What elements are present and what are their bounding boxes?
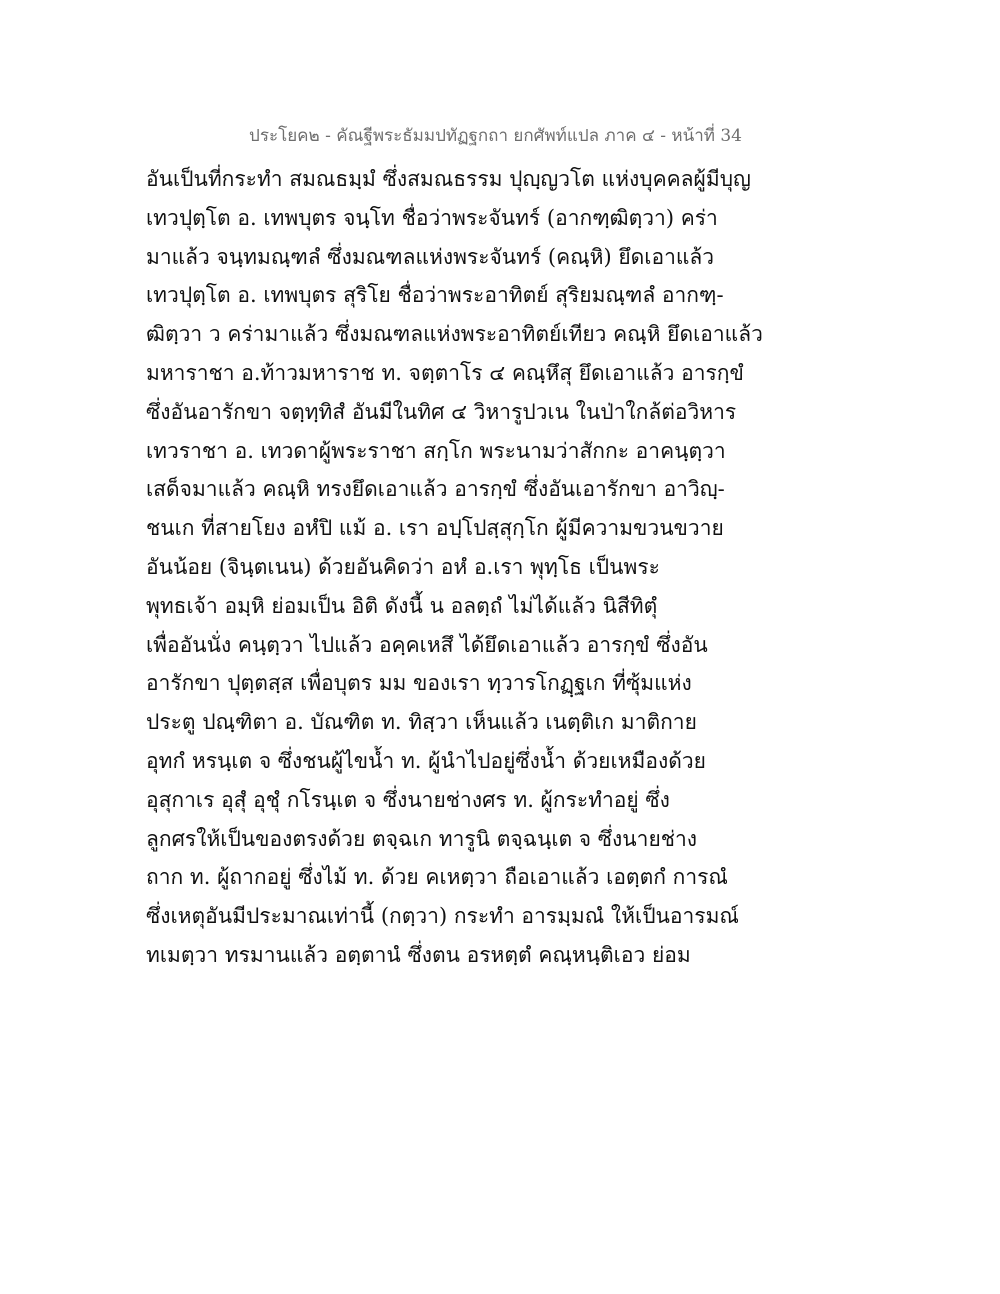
text-line: อุทกํ หรนฺเต จ ซึ่งชนผู้ไขน้ำ ท. ผู้นำไปอยู่ซึ่งน้ำ ด้วยเหมืองด้วย <box>146 748 706 773</box>
text-line: อุสุกาเร อุสุํ อุชุํ กโรนฺเต จ ซึ่งนายช่างศร ท. ผู้กระทำอยู่ ซึ่ง <box>146 787 670 812</box>
text-line: เสด็จมาแล้ว คณฺหิ ทรงยึดเอาแล้ว อารกฺขํ ซึ่งอันเอารักขา อาวิญฺ- <box>146 477 725 502</box>
text-line: เทวราชา อ. เทวดาผู้พระราชา สกฺโก พระนามว่าสักกะ อาคนฺตฺวา <box>146 438 726 463</box>
text-line: ซึ่งเหตุอันมีประมาณเท่านี้ (กตฺวา) กระทำ อารมฺมณํ ให้เป็นอารมณ์ <box>146 904 739 929</box>
text-line: ทเมตฺวา ทรมานแล้ว อตฺตานํ ซึ่งตน อรหตฺตํ คณฺหนฺติเอว ย่อม <box>146 942 691 967</box>
text-line: อารักขา ปุตฺตสฺส เพื่อบุตร มม ของเรา ทฺวารโกฏฺฐเก ที่ซุ้มแห่ง <box>146 671 692 696</box>
text-line: อันเป็นที่กระทำ สมณธมฺมํ ซึ่งสมณธรรม ปุญฺญวโต แห่งบุคคลผู้มีบุญ <box>146 167 751 191</box>
text-line: ชนเก ที่สายโยง อหํปิ แม้ อ. เรา อปฺโปสฺสุกฺโก ผู้มีความขวนขวาย <box>146 516 724 541</box>
text-line: ถาก ท. ผู้ถากอยู่ ซึ่งไม้ ท. ด้วย คเหตฺวา ถือเอาแล้ว เอตฺตกํ การณํ <box>146 865 728 890</box>
text-line: ซึ่งอันอารักขา จตฺทฺทิสํ อันมีในทิศ ๔ วิหารูปวเน ในป่าใกล้ต่อวิหาร <box>146 399 737 424</box>
text-line: ลูกศรให้เป็นของตรงด้วย ตจฺฉเก ทารูนิ ตจฺฉนฺเต จ ซึ่งนายช่าง <box>146 826 698 851</box>
text-line: เทวปุตฺโต อ. เทพบุตร จนฺโท ชื่อว่าพระจันทร์ (อากฑฺฒิตฺวา) คร่า <box>146 205 718 230</box>
text-line: มาแล้ว จนฺทมณฺฑลํ ซึ่งมณฑลแห่งพระจันทร์ (คณฺหิ) ยึดเอาแล้ว <box>146 244 715 269</box>
text-line: เทวปุตฺโต อ. เทพบุตร สุริโย ชื่อว่าพระอาทิตย์ สุริยมณฺฑลํ อากฑฺ- <box>146 283 724 308</box>
text-line: พุทธเจ้า อมฺหิ ย่อมเป็น อิติ ดังนี้ น อลตฺถํ ไม่ได้แล้ว นิสีทิตุํ <box>146 593 658 618</box>
running-header: ประโยค๒ - คัณฐีพระธัมมปทัฏฐกถา ยกศัพท์แปล ภาค ๔ - หน้าที่ 34 <box>249 126 742 146</box>
text-line: ฒิตฺวา ว คร่ามาแล้ว ซึ่งมณฑลแห่งพระอาทิตย์เทียว คณฺหิ ยึดเอาแล้ว <box>146 322 763 347</box>
text-line: อันน้อย (จินฺตเนน) ด้วยอันคิดว่า อหํ อ.เรา พุทฺโธ เป็นพระ <box>146 554 660 579</box>
body-text <box>146 160 866 975</box>
text-line: เพื่ออันนั่ง คนฺตฺวา ไปแล้ว อคฺคเหสึ ได้ยึดเอาแล้ว อารกฺขํ ซึ่งอัน <box>146 632 708 657</box>
text-line: ประตู ปณฺฑิตา อ. บัณฑิต ท. ทิสฺวา เห็นแล้ว เนตฺติเก มาติกาย <box>146 710 697 735</box>
text-line: มหาราชา อ.ท้าวมหาราช ท. จตฺตาโร ๔ คณฺหึสุ ยึดเอาแล้ว อารกฺขํ <box>146 360 744 385</box>
